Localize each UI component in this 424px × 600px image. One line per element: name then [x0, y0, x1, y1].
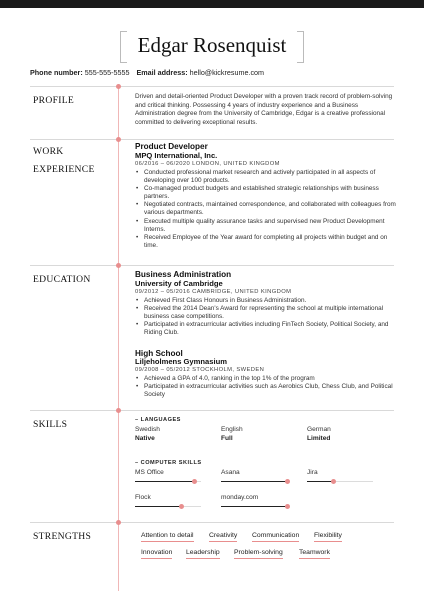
list-item: • Received the 2014 Dean's Award for representing the school at multiple international business case competitions. — [135, 305, 397, 321]
divider — [30, 265, 394, 266]
work-title-line2: EXPERIENCE — [33, 164, 95, 175]
name-frame — [120, 31, 304, 61]
strength-chip: Leadership — [186, 548, 220, 559]
list-item: • Participated in extracurricular activities including FinTech Society, Political Society, and Riding Club. — [135, 321, 397, 337]
skill-level-knob — [192, 479, 197, 484]
skill-level-knob — [285, 504, 290, 509]
job-meta: 06/2016 – 06/2020 LONDON, UNITED KINGDOM — [135, 161, 280, 167]
work-title-line1: WORK — [33, 146, 64, 157]
skills-title: SKILLS — [33, 419, 68, 430]
strength-chip: Problem-solving — [234, 548, 283, 559]
list-item: • Received Employee of the Year award for completing all projects within budget and on time. — [135, 234, 397, 250]
list-item: • Negotiated contracts, maintained correspondence, and collaborated with colleagues from various departments. — [135, 201, 397, 217]
divider — [30, 86, 394, 87]
strength-chip: Creativity — [209, 531, 237, 542]
timeline-line — [118, 86, 119, 591]
divider — [30, 410, 394, 411]
list-item: • Achieved First Class Honours in Business Administration. — [135, 297, 397, 305]
skill-level-knob — [285, 479, 290, 484]
skill-level-bar — [135, 506, 201, 507]
skill-name: Asana — [221, 469, 240, 476]
skill-level-bar — [221, 506, 287, 507]
language-name: German — [307, 426, 331, 433]
edu-bullets — [135, 375, 397, 399]
timeline-dot — [116, 137, 121, 142]
job-bullets — [135, 169, 397, 250]
timeline-dot — [116, 263, 121, 268]
education-title: EDUCATION — [33, 274, 91, 285]
skill-item — [135, 468, 201, 482]
list-item: • Co-managed product budgets and established strategic relationships with business partners. — [135, 185, 397, 201]
divider — [30, 522, 394, 523]
language-item — [221, 425, 296, 443]
edu-meta: 09/2008 – 05/2012 STOCKHOLM, SWEDEN — [135, 367, 265, 373]
edu-degree: High School — [135, 349, 183, 358]
skill-item — [221, 468, 287, 482]
skill-level-bar — [307, 481, 373, 482]
skill-level-knob — [331, 479, 336, 484]
contact-line — [30, 68, 264, 77]
edu-meta: 09/2012 – 05/2016 CAMBRIDGE, UNITED KINGDOM — [135, 289, 292, 295]
language-name: English — [221, 426, 243, 433]
timeline-dot — [116, 408, 121, 413]
skill-level-bar — [135, 481, 201, 482]
language-item — [135, 425, 210, 443]
profile-text: Driven and detail-oriented Product Developer with a proven track record of problem-solving and critical thinking. Possessing 4 years of industry experience and a Business Administration degree from the University of Cambridge, Edgar is a creative professional committed to delivering exceptional results. — [135, 93, 393, 126]
phone-value[interactable]: 555-555-5555 — [84, 68, 130, 77]
strength-chip: Communication — [252, 531, 299, 542]
email-value[interactable]: hello@kickresume.com — [189, 68, 265, 77]
skill-level-bar — [221, 481, 287, 482]
skill-item — [221, 493, 287, 507]
edu-bullets — [135, 297, 397, 337]
skill-name: Flock — [135, 494, 151, 501]
language-name: Swedish — [135, 426, 160, 433]
phone-label: Phone number: — [30, 68, 83, 77]
timeline-dot — [116, 84, 121, 89]
profile-title: PROFILE — [33, 95, 75, 106]
skill-item — [307, 468, 373, 482]
languages-heading: – LANGUAGES — [135, 417, 181, 423]
strength-chip: Flexibility — [314, 531, 342, 542]
language-level: Limited — [307, 435, 331, 442]
language-item — [307, 425, 382, 443]
email-label: Email address: — [136, 68, 188, 77]
list-item: • Executed multiple quality assurance tasks and supervised new Product Development Interns. — [135, 218, 397, 234]
edu-school: University of Cambridge — [135, 279, 223, 288]
strengths-title: STRENGTHS — [33, 531, 92, 542]
skill-level-knob — [179, 504, 184, 509]
language-level: Native — [135, 435, 155, 442]
strength-chip: Innovation — [141, 548, 172, 559]
timeline-dot — [116, 520, 121, 525]
list-item: • Conducted professional market research and actively participated in all aspects of developing over 100 products. — [135, 169, 397, 185]
skill-name: MS Office — [135, 469, 164, 476]
strength-chip: Attention to detail — [141, 531, 194, 542]
edu-degree: Business Administration — [135, 270, 232, 279]
divider — [30, 139, 394, 140]
list-item: • Achieved a GPA of 4.0, ranking in the top 1% of the program — [135, 375, 397, 383]
skill-name: Jira — [307, 469, 318, 476]
computer-skills-heading: – COMPUTER SKILLS — [135, 460, 202, 466]
list-item: • Participated in extracurricular activities such as Aerobics Club, Chess Club, and Political Society — [135, 383, 397, 399]
skill-item — [135, 493, 201, 507]
job-company: MPQ International, Inc. — [135, 151, 218, 160]
skill-name: monday.com — [221, 494, 259, 501]
top-bar — [0, 0, 424, 8]
candidate-name: Edgar Rosenquist — [137, 33, 287, 57]
strength-chip: Teamwork — [299, 548, 330, 559]
language-level: Full — [221, 435, 233, 442]
edu-school: Liljeholmens Gymnasium — [135, 357, 227, 366]
job-title: Product Developer — [135, 142, 208, 151]
